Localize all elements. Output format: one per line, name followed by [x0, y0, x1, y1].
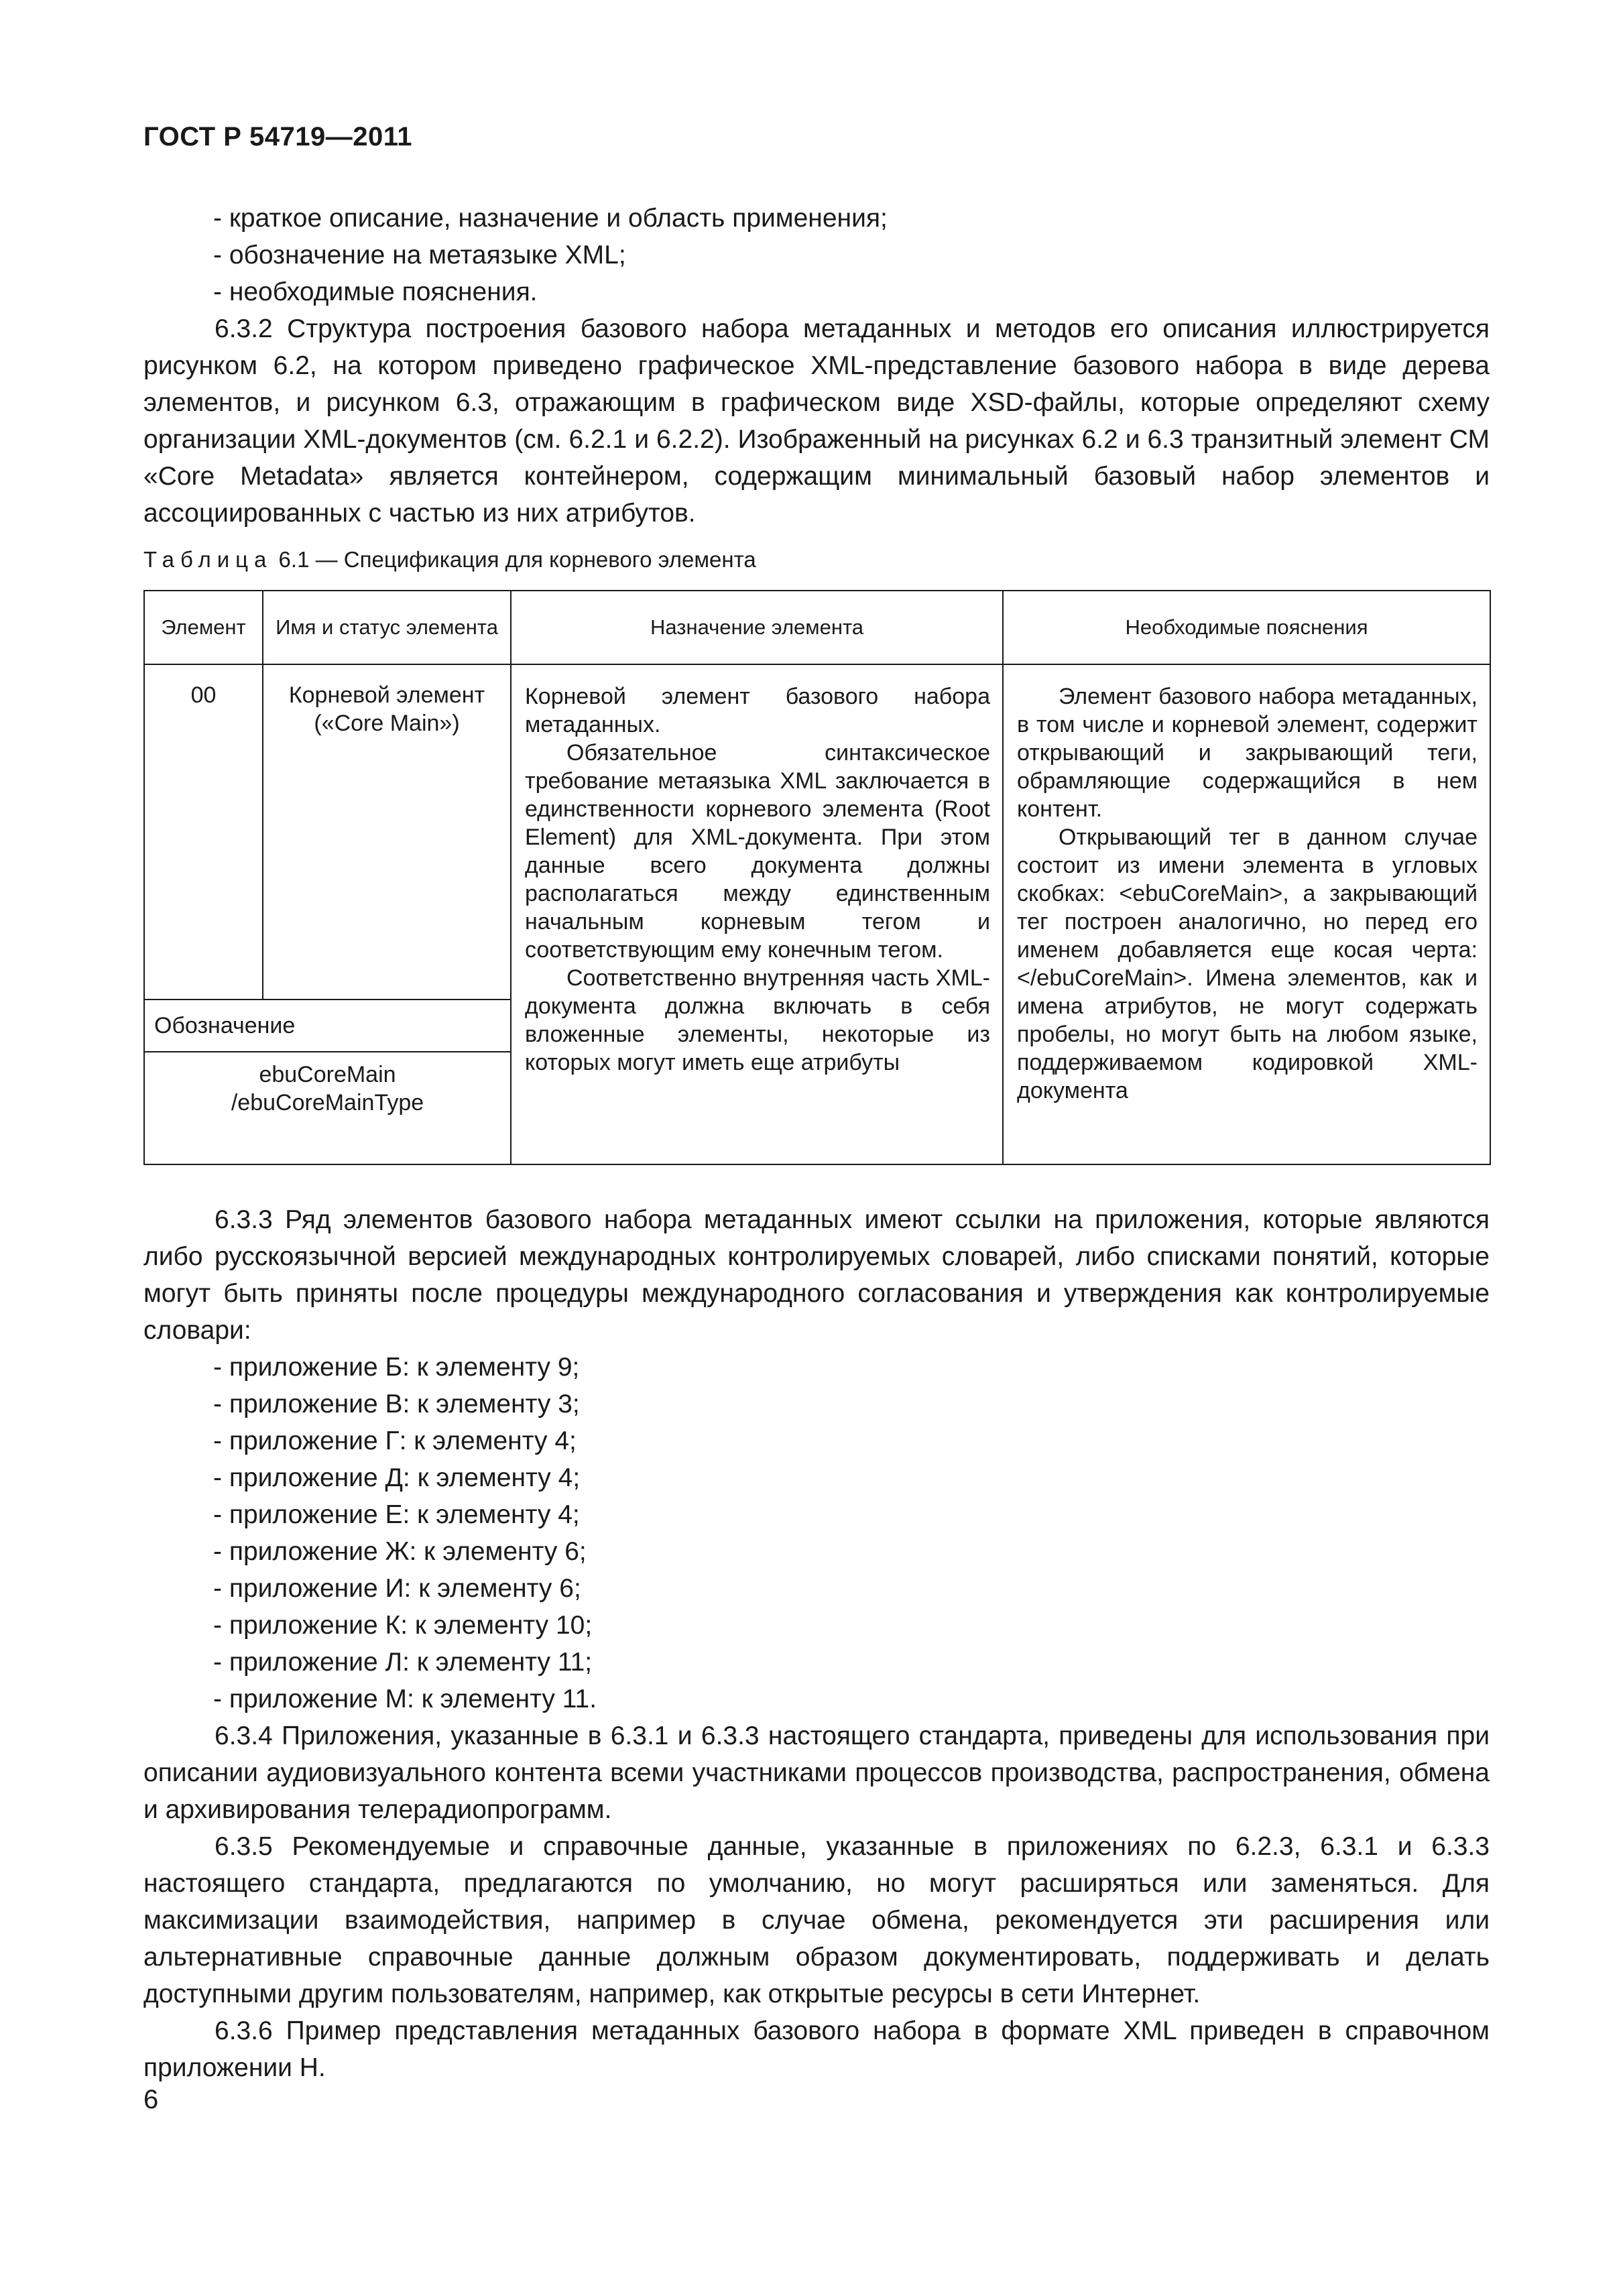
list-item: - приложение К: к элементу 10; [213, 1611, 593, 1640]
cell-element-name: Корневой элемент («Core Main») [263, 664, 511, 1000]
document-header: ГОСТ Р 54719—2011 [143, 122, 412, 152]
paragraph-6-3-3: 6.3.3 Ряд элементов базового набора метаданных имеют ссылки на приложения, которые являются либо русскоязычной версией международных контролируемых словарей, либо списками понятий, которые могут быть приняты после процедуры международного согласования и утверждения как контролируемые словари: [143, 1205, 1490, 1345]
cell-designation-value [144, 1052, 511, 1164]
paragraph-6-3-6: 6.3.6 Пример представления метаданных базового набора в формате XML приведен в справочном приложении Н. [143, 2016, 1490, 2082]
list-item: - приложение Е: к элементу 4; [213, 1500, 580, 1529]
list-item: - приложение Г: к элементу 4; [213, 1427, 577, 1455]
list-item: - приложение Б: к элементу 9; [213, 1353, 580, 1382]
list-item: - приложение В: к элементу 3; [213, 1390, 580, 1418]
purpose-text: Соответственно внутренняя часть XML-документа должна включать в себя вложенные элементы, некоторые из которых могут иметь еще атрибуты [525, 965, 990, 1075]
intro-section [143, 200, 1490, 532]
purpose-text: Корневой элемент базового набора метаданных. [525, 684, 990, 737]
paragraph-6-3-4: 6.3.4 Приложения, указанные в 6.3.1 и 6.3.3 настоящего стандарта, приведены для использования при описании аудиовизуального контента всеми участниками процессов производства, распространения, обмена и архивирования телерадиопрограмм. [143, 1721, 1490, 1824]
list-item: - обозначение на метаязыке XML; [213, 241, 626, 269]
body-section [143, 1201, 1490, 2086]
cell-designation-label: Обозначение [144, 1000, 511, 1052]
notes-text: Элемент базового набора метаданных, в том числе и корневой элемент, содержит открывающий и закрывающий теги, обрамляющие содержащийся в нем контент. [1017, 684, 1478, 822]
table-header-row [144, 591, 1490, 664]
cell-element-code: 00 [144, 664, 263, 1000]
cell-notes [1003, 664, 1490, 1164]
header-purpose: Назначение элемента [511, 591, 1003, 664]
designation-value-line: ebuCoreMain [259, 1062, 396, 1087]
list-item: - приложение И: к элементу 6; [213, 1574, 581, 1603]
list-item: - краткое описание, назначение и область применения; [213, 204, 888, 233]
table-caption-prefix: Таблица [143, 547, 273, 572]
cell-purpose [511, 664, 1003, 1164]
spec-table [143, 590, 1491, 1165]
list-item: - приложение Ж: к элементу 6; [213, 1537, 587, 1566]
list-item: - необходимые пояснения. [213, 278, 538, 306]
header-element: Элемент [144, 591, 263, 664]
table-caption-title: 6.1 — Спецификация для корневого элемента [272, 547, 756, 572]
header-name-status: Имя и статус элемента [263, 591, 511, 664]
paragraph-6-3-5: 6.3.5 Рекомендуемые и справочные данные, указанные в приложениях по 6.2.3, 6.3.1 и 6.3.3 настоящего стандарта, предлагаются по умолчанию, но могут расширяться или заменяться. Для максимизации взаимодействия, например в случае обмена, рекомендуется эти расширения или альтернативные справочные данные должным образом документировать, поддерживать и делать доступными другим пользователям, например, как открытые ресурсы в сети Интернет. [143, 1832, 1490, 2008]
purpose-text: Обязательное синтаксическое требование метаязыка XML заключается в единственности корневого элемента (Root Element) для XML-документа. При этом данные всего документа должны располагаться между единственным начальным корневым тегом и соответствующим ему конечным тегом. [525, 740, 990, 963]
table-row [144, 664, 1490, 1000]
table-caption [143, 547, 756, 572]
paragraph-6-3-2: 6.3.2 Структура построения базового набора метаданных и методов его описания иллюстрируется рисунком 6.2, на котором приведено графическое XML-представление базового набора в виде дерева элементов, и рисунком 6.3, отражающим в графическом виде XSD-файлы, которые определяют схему организации XML-документов (см. 6.2.1 и 6.2.2). Изображенный на рисунках 6.2 и 6.3 транзитный элемент СМ «Core Metadata» является контейнером, содержащим минимальный базовый набор элементов и ассоциированных с частью из них атрибутов. [143, 314, 1490, 528]
designation-value-line: /ebuCoreMainType [231, 1090, 424, 1115]
list-item: - приложение Л: к элементу 11; [213, 1648, 593, 1677]
list-item: - приложение Д: к элементу 4; [213, 1463, 581, 1492]
list-item: - приложение М: к элементу 11. [213, 1685, 597, 1713]
page-number: 6 [143, 2085, 159, 2114]
header-notes: Необходимые пояснения [1003, 591, 1490, 664]
notes-text: Открывающий тег в данном случае состоит из имени элемента в угловых скобках: <ebuCoreMain>, а закрывающий тег построен аналогично, но перед его именем добавляется еще косая черта: </ebuCoreMain>. Имена элементов, как и имена атрибутов, не могут содержать пробелы, но могут быть на любом языке, поддерживаемом кодировкой XML-документа [1017, 825, 1478, 1103]
